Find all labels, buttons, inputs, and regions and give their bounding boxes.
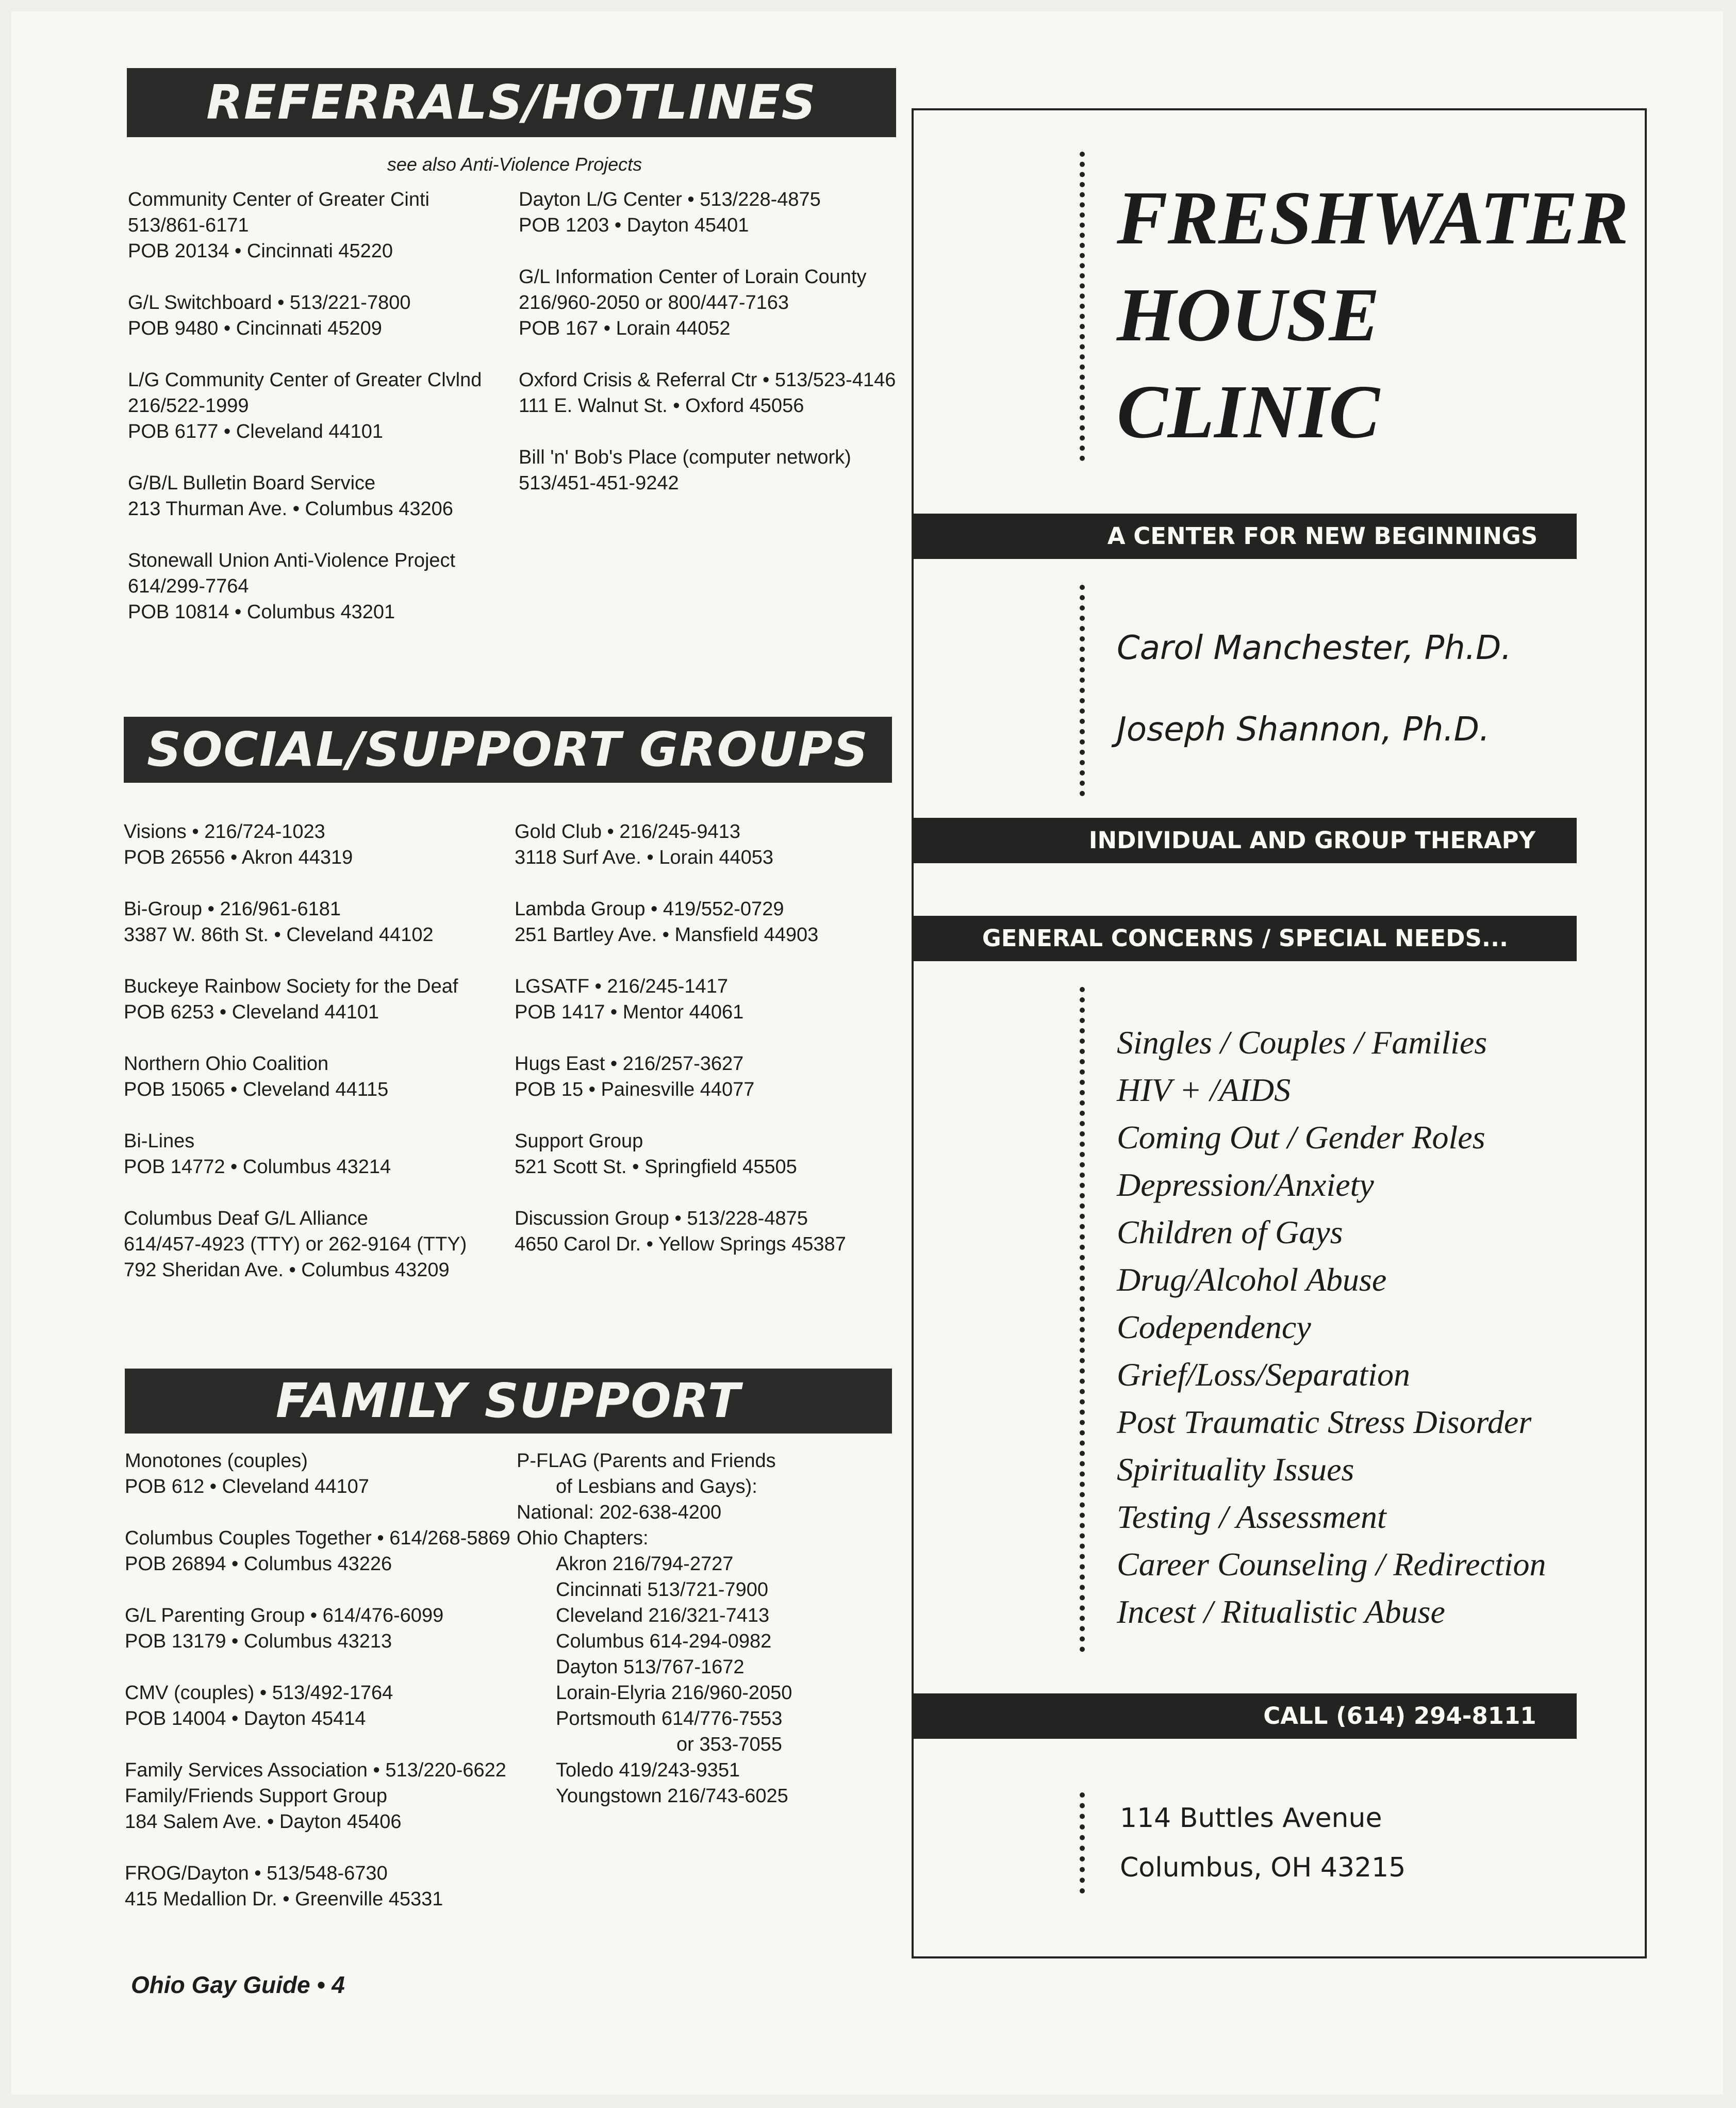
social-group-entry bbox=[124, 1128, 516, 1180]
family-group-entry bbox=[125, 1448, 517, 1500]
social-group-entry bbox=[515, 1051, 906, 1102]
page-footer: Ohio Gay Guide • 4 bbox=[131, 1971, 345, 1998]
referrals-right-column bbox=[519, 187, 911, 522]
dotted-rule bbox=[1080, 987, 1085, 1652]
family-group-entry bbox=[125, 1860, 517, 1912]
concern-item: HIV + /AIDS bbox=[1117, 1072, 1291, 1108]
social-group-entry-line: 3387 W. 86th St. • Cleveland 44102 bbox=[124, 924, 434, 946]
family-group-entry-line: 184 Salem Ave. • Dayton 45406 bbox=[125, 1811, 402, 1833]
family-group-entry-line: Columbus Couples Together • 614/268-5869 bbox=[125, 1527, 510, 1549]
social-group-entry-line: 4650 Carol Dr. • Yellow Springs 45387 bbox=[515, 1233, 846, 1255]
referral-entry-line: POB 10814 • Columbus 43201 bbox=[128, 601, 395, 623]
social-group-entry-line: 251 Bartley Ave. • Mansfield 44903 bbox=[515, 924, 819, 946]
social-left-column bbox=[124, 819, 516, 1309]
social-group-entry-line: Bi-Group • 216/961-6181 bbox=[124, 898, 341, 920]
referral-entry-line: POB 9480 • Cincinnati 45209 bbox=[128, 318, 382, 339]
tagline: A CENTER FOR NEW BEGINNINGS bbox=[1107, 522, 1538, 550]
tagline-bar bbox=[914, 514, 1577, 559]
social-group-entry-line: Bi-Lines bbox=[124, 1130, 195, 1152]
dotted-rule bbox=[1080, 152, 1085, 461]
doctor-name: Carol Manchester, Ph.D. bbox=[1117, 629, 1512, 667]
social-group-entry-line: POB 15 • Painesville 44077 bbox=[515, 1079, 755, 1100]
referral-entry bbox=[128, 548, 520, 625]
referral-entry bbox=[128, 367, 520, 444]
social-group-entry-line: POB 1417 • Mentor 44061 bbox=[515, 1001, 744, 1023]
social-group-entry-line: Northern Ohio Coalition bbox=[124, 1053, 329, 1075]
referral-entry-line: L/G Community Center of Greater Clvlnd bbox=[128, 369, 482, 391]
referral-entry bbox=[128, 187, 520, 264]
social-group-entry bbox=[515, 1128, 906, 1180]
referral-entry-line: 513/861-6171 bbox=[128, 215, 249, 236]
family-group-entry-line: POB 612 • Cleveland 44107 bbox=[125, 1476, 369, 1497]
address-line: 114 Buttles Avenue bbox=[1120, 1803, 1382, 1834]
referral-entry-line: POB 6177 • Cleveland 44101 bbox=[128, 421, 383, 442]
referral-entry-line: G/B/L Bulletin Board Service bbox=[128, 472, 376, 494]
concern-item: Drug/Alcohol Abuse bbox=[1117, 1261, 1387, 1298]
family-group-entry-line: CMV (couples) • 513/492-1764 bbox=[125, 1682, 393, 1704]
family-left-column bbox=[125, 1448, 517, 1938]
referral-entry-line: POB 167 • Lorain 44052 bbox=[519, 318, 731, 339]
concern-item: Grief/Loss/Separation bbox=[1117, 1356, 1410, 1393]
referral-entry-line: 614/299-7764 bbox=[128, 575, 249, 597]
dotted-rule bbox=[1080, 1792, 1085, 1893]
dotted-rule bbox=[1080, 585, 1085, 796]
social-group-entry-line: Lambda Group • 419/552-0729 bbox=[515, 898, 784, 920]
social-group-entry-line: Visions • 216/724-1023 bbox=[124, 821, 325, 843]
referrals-left-column bbox=[128, 187, 520, 651]
referral-entry-line: 216/960-2050 or 800/447-7163 bbox=[519, 292, 789, 314]
doctor-name: Joseph Shannon, Ph.D. bbox=[1117, 711, 1490, 749]
clinic-name-line: FRESHWATER bbox=[1117, 176, 1629, 260]
call-phone: CALL (614) 294-8111 bbox=[1263, 1702, 1536, 1730]
clinic-name-line: CLINIC bbox=[1117, 370, 1380, 454]
family-group-entry bbox=[125, 1757, 517, 1835]
pflag-column bbox=[517, 1448, 908, 1835]
chapter-item: Portsmouth 614/776-7553 bbox=[556, 1708, 783, 1730]
therapy-bar bbox=[914, 818, 1577, 863]
concern-item: Coming Out / Gender Roles bbox=[1117, 1119, 1485, 1156]
pflag-line1: P-FLAG (Parents and Friends bbox=[517, 1450, 776, 1472]
concern-item: Testing / Assessment bbox=[1117, 1498, 1386, 1535]
clinic-name bbox=[1117, 170, 1629, 460]
family-group-entry-line: Family/Friends Support Group bbox=[125, 1785, 387, 1807]
pflag-entry bbox=[517, 1448, 908, 1809]
social-group-entry bbox=[515, 819, 906, 870]
referral-entry-line: Dayton L/G Center • 513/228-4875 bbox=[519, 189, 821, 210]
social-title: SOCIAL/SUPPORT GROUPS bbox=[146, 722, 869, 777]
call-bar bbox=[914, 1693, 1577, 1739]
chapter-item: Youngstown 216/743-6025 bbox=[556, 1785, 788, 1807]
chapter-item: Dayton 513/767-1672 bbox=[556, 1656, 745, 1678]
social-group-entry-line: POB 6253 • Cleveland 44101 bbox=[124, 1001, 379, 1023]
referral-entry-line: 111 E. Walnut St. • Oxford 45056 bbox=[519, 395, 804, 417]
referral-entry-line: Bill 'n' Bob's Place (computer network) bbox=[519, 447, 851, 468]
social-group-entry-line: LGSATF • 216/245-1417 bbox=[515, 976, 728, 997]
family-group-entry-line: POB 14004 • Dayton 45414 bbox=[125, 1708, 366, 1730]
social-banner bbox=[124, 717, 892, 783]
family-group-entry bbox=[125, 1525, 517, 1577]
clinic-name-line: HOUSE bbox=[1117, 273, 1380, 357]
therapy-label: INDIVIDUAL AND GROUP THERAPY bbox=[1088, 827, 1536, 854]
concern-item: Children of Gays bbox=[1117, 1214, 1343, 1250]
family-group-entry-line: FROG/Dayton • 513/548-6730 bbox=[125, 1863, 388, 1884]
referral-entry-line: G/L Information Center of Lorain County bbox=[519, 266, 867, 288]
referral-entry-line: Oxford Crisis & Referral Ctr • 513/523-4146 bbox=[519, 369, 896, 391]
social-group-entry-line: 614/457-4923 (TTY) or 262-9164 (TTY) bbox=[124, 1233, 467, 1255]
social-group-entry-line: 521 Scott St. • Springfield 45505 bbox=[515, 1156, 797, 1178]
social-group-entry-line: 792 Sheridan Ave. • Columbus 43209 bbox=[124, 1259, 450, 1281]
referral-entry-line: Stonewall Union Anti-Violence Project bbox=[128, 550, 456, 571]
social-group-entry bbox=[515, 974, 906, 1025]
social-group-entry bbox=[124, 1051, 516, 1102]
family-group-entry bbox=[125, 1680, 517, 1732]
social-group-entry-line: POB 14772 • Columbus 43214 bbox=[124, 1156, 391, 1178]
pflag-line2: of Lesbians and Gays): bbox=[556, 1476, 757, 1497]
social-group-entry-line: Discussion Group • 513/228-4875 bbox=[515, 1208, 808, 1229]
chapter-continuation: or 353-7055 bbox=[676, 1734, 782, 1755]
social-group-entry-line: Support Group bbox=[515, 1130, 643, 1152]
referral-entry bbox=[519, 444, 911, 496]
family-group-entry bbox=[125, 1603, 517, 1654]
pflag-national: National: 202-638-4200 bbox=[517, 1502, 722, 1523]
referral-entry-line: Community Center of Greater Cinti bbox=[128, 189, 429, 210]
chapter-item: Cincinnati 513/721-7900 bbox=[556, 1579, 768, 1601]
concerns-list bbox=[1117, 1019, 1546, 1636]
chapter-item: Columbus 614-294-0982 bbox=[556, 1631, 772, 1652]
referral-entry bbox=[128, 290, 520, 341]
concerns-header-bar bbox=[914, 916, 1577, 961]
family-title: FAMILY SUPPORT bbox=[275, 1373, 741, 1428]
referral-entry-line: 213 Thurman Ave. • Columbus 43206 bbox=[128, 498, 453, 520]
social-group-entry-line: POB 26556 • Akron 44319 bbox=[124, 847, 353, 868]
referral-entry-line: POB 20134 • Cincinnati 45220 bbox=[128, 240, 393, 262]
referrals-title: REFERRALS/HOTLINES bbox=[206, 75, 817, 130]
family-group-entry-line: G/L Parenting Group • 614/476-6099 bbox=[125, 1605, 444, 1626]
concerns-header: GENERAL CONCERNS / SPECIAL NEEDS... bbox=[982, 925, 1509, 952]
clinic-advertisement bbox=[912, 108, 1647, 1958]
social-group-entry bbox=[124, 974, 516, 1025]
concern-item: Singles / Couples / Families bbox=[1117, 1024, 1487, 1061]
social-group-entry bbox=[124, 896, 516, 948]
social-right-column bbox=[515, 819, 906, 1283]
referral-entry-line: G/L Switchboard • 513/221-7800 bbox=[128, 292, 411, 314]
referral-entry-line: 216/522-1999 bbox=[128, 395, 249, 417]
concern-item: Career Counseling / Redirection bbox=[1117, 1546, 1546, 1583]
social-group-entry-line: Hugs East • 216/257-3627 bbox=[515, 1053, 744, 1075]
family-group-entry-line: POB 13179 • Columbus 43213 bbox=[125, 1631, 392, 1652]
concern-item: Spirituality Issues bbox=[1117, 1451, 1354, 1488]
family-group-entry-line: Monotones (couples) bbox=[125, 1450, 308, 1472]
concern-item: Incest / Ritualistic Abuse bbox=[1117, 1593, 1445, 1630]
family-group-entry-line: 415 Medallion Dr. • Greenville 45331 bbox=[125, 1888, 443, 1910]
referral-entry bbox=[519, 187, 911, 238]
pflag-ohio-chapters: Ohio Chapters: bbox=[517, 1527, 649, 1549]
family-group-entry-line: POB 26894 • Columbus 43226 bbox=[125, 1553, 392, 1575]
social-group-entry bbox=[124, 819, 516, 870]
address-line: Columbus, OH 43215 bbox=[1120, 1852, 1406, 1883]
referral-entry-line: 513/451-451-9242 bbox=[519, 472, 679, 494]
concern-item: Depression/Anxiety bbox=[1117, 1166, 1374, 1203]
referral-entry bbox=[519, 367, 911, 419]
referral-entry-line: POB 1203 • Dayton 45401 bbox=[519, 215, 749, 236]
see-also-note: see also Anti-Violence Projects bbox=[387, 154, 642, 175]
social-group-entry-line: Buckeye Rainbow Society for the Deaf bbox=[124, 976, 458, 997]
pflag-chapter-list bbox=[517, 1551, 908, 1809]
chapter-item: Lorain-Elyria 216/960-2050 bbox=[556, 1682, 792, 1704]
social-group-entry-line: POB 15065 • Cleveland 44115 bbox=[124, 1079, 389, 1100]
concern-item: Codependency bbox=[1117, 1309, 1311, 1345]
social-group-entry-line: 3118 Surf Ave. • Lorain 44053 bbox=[515, 847, 774, 868]
chapter-item: Toledo 419/243-9351 bbox=[556, 1759, 740, 1781]
referrals-banner bbox=[127, 68, 896, 137]
social-group-entry bbox=[124, 1206, 516, 1283]
family-group-entry-line: Family Services Association • 513/220-6622 bbox=[125, 1759, 506, 1781]
concern-item: Post Traumatic Stress Disorder bbox=[1117, 1404, 1532, 1440]
chapter-item: Cleveland 216/321-7413 bbox=[556, 1605, 770, 1626]
chapter-item: Akron 216/794-2727 bbox=[556, 1553, 734, 1575]
family-banner bbox=[125, 1369, 892, 1434]
page bbox=[11, 11, 1723, 2095]
social-group-entry bbox=[515, 1206, 906, 1257]
referral-entry bbox=[519, 264, 911, 341]
referral-entry bbox=[128, 470, 520, 522]
social-group-entry-line: Columbus Deaf G/L Alliance bbox=[124, 1208, 368, 1229]
social-group-entry bbox=[515, 896, 906, 948]
social-group-entry-line: Gold Club • 216/245-9413 bbox=[515, 821, 740, 843]
